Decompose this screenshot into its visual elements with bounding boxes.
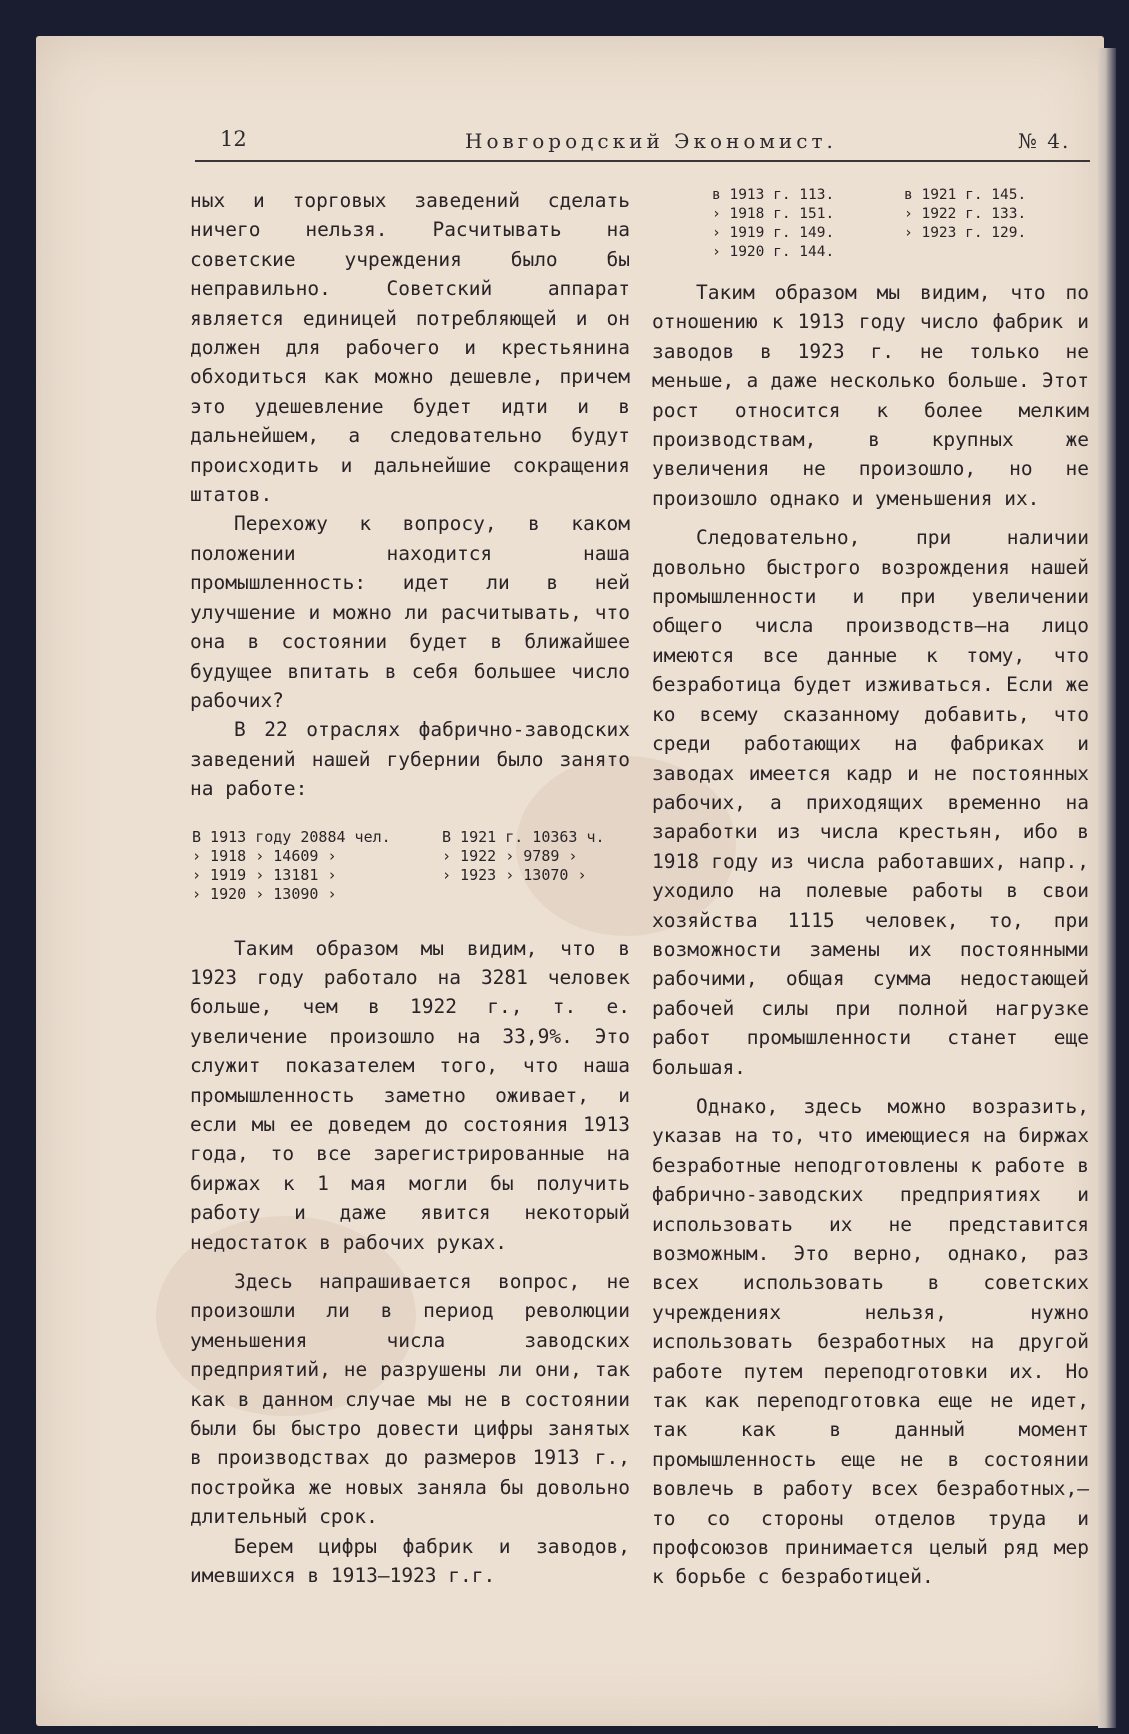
table-row: › 1919 › 13181 › [192,865,337,884]
next-page-edge [1098,48,1116,1728]
table-row: › 1920 г. 144. [712,244,835,260]
paragraph: Однако, здесь можно возразить, указав на то, что имеющиеся на биржах безработные неподготовлены к работе в фабрично-заводских предприятиях и использовать их не представится возможным. Это верно, однако, раз всех использовать в советских учреждениях нельзя, нужно использовать безработных на другой работе путем переподготовки их. Но так как переподготовка еще не идет, так как в данный момент промышленность еще не в состоянии вовлечь в работу всех безработных,— то со стороны отделов труда и профсоюзов принимается целый ряд мер к борьбе с безработицей. [652,1094,1089,1589]
factories-table [712,186,1089,262]
running-header [190,125,1090,159]
table-row: › 1918 › 14609 › [192,846,337,865]
factories-table-left [712,186,888,262]
header-rule [195,160,1090,162]
journal-title: Новгородский Экономист. [465,129,837,153]
table-row: › 1920 › 13090 › [192,884,337,903]
paragraph: В 22 отраслях фабрично-заводских заведений нашей губернии было занято на работе: [190,718,630,801]
table-row: › 1919 г. 149. [712,225,835,241]
workers-table-right [442,828,612,904]
table-row: в 1921 г. 145. [904,187,1027,203]
paragraph: Таким образом мы видим, что по отношению к 1913 году число фабрик и заводов в 1923 г. не только не меньше, а даже несколько больше. Этот рост относится к более мелким производствам, в крупных же увеличения не произошло, но не произошло однако и уменьшения их. [652,281,1089,510]
workers-table-left [192,828,426,904]
left-column [190,186,630,1590]
page-number: 12 [220,127,247,151]
table-row: › 1923 г. 129. [904,225,1027,241]
table-row: В 1913 году 20884 чел. [192,827,391,846]
table-row: › 1923 › 13070 › [442,865,587,884]
paragraph: Перехожу к вопросу, в каком положении находится наша промышленность: идет ли в ней улучшение и можно ли расчитывать, что она в состоянии будет в ближайшее будущее впитать в себя большее число рабочих? [190,512,630,712]
factories-table-right [904,186,1064,262]
paragraph: ных и торговых заведений сделать ничего нельзя. Расчитывать на советские учреждения было бы неправильно. Советский аппарат является единицей потребляющей и он должен для рабочего и крестьянина обходиться как можно дешевле, причем это удешевление будет идти и в дальнейшем, а следовательно будут происходить и дальнейшие сокращения штатов. [190,189,630,507]
table-row: › 1922 › 9789 › [442,846,578,865]
paragraph: Здесь напрашивается вопрос, не произошли ли в период революции уменьшения числа заводских предприятий, не разрушены ли они, так как в данном случае мы не в состоянии были бы быстро довести цифры занятых в производствах до размеров 1913 г., постройка же новых заняла бы довольно длительный срок. [190,1270,630,1529]
paragraph: Следовательно, при наличии довольно быстрого возрождения нашей промышленности и при увеличении общего числа производств—на лицо имеются все данные к тому, что безработица будет изживаться. Если же ко всему сказанному добавить, что среди работающих на фабриках и заводах имеется кадр и не постоянных рабочих, а приходящих временно на заработки из числа крестьян, ибо в 1918 году из числа работавших, напр., уходило на полевые работы в свои хозяйства 1115 человек, то, при возможности замены их постоянными рабочими, общая сумма недостающей рабочей силы при полной нагрузке работ промышленности станет еще большая. [652,526,1089,1079]
table-row: в 1913 г. 113. [712,187,835,203]
table-row: › 1922 г. 133. [904,206,1027,222]
paragraph: Берем цифры фабрик и заводов, имевшихся в 1913—1923 г.г. [190,1534,630,1588]
issue-number: № 4. [1018,129,1071,153]
paragraph: Таким образом мы видим, что в 1923 году работало на 3281 человек больше, чем в 1922 г., т. е. увеличение произошло на 33,9%. Это служит показателем того, что наша промышленность заметно оживает, и если мы ее доведем до состояния 1913 года, то все зарегистрированные на биржах к 1 мая могли бы получить работу и даже явится некоторый недостаток в рабочих руках. [190,936,630,1254]
table-row: В 1921 г. 10363 ч. [442,827,605,846]
right-column [652,186,1089,1592]
table-row: › 1918 г. 151. [712,206,835,222]
workers-table [192,828,630,904]
